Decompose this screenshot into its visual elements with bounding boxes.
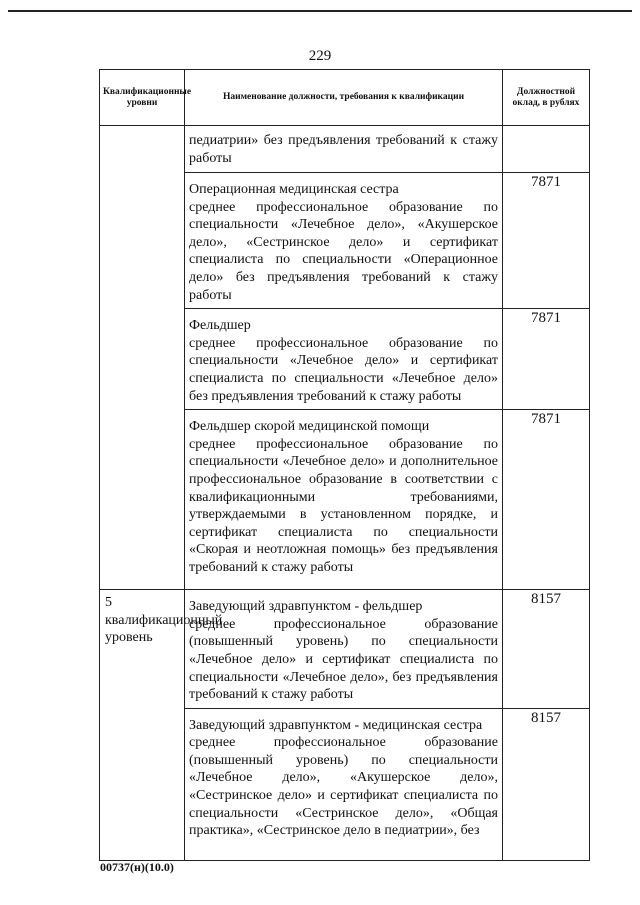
position-title: Заведующий здравпунктом - фельдшер (189, 599, 423, 615)
document-code: 00737(н)(10.0) (100, 860, 174, 874)
position-requirements: среднее профессиональное образование (повышенный уровень) по специальности «Лечебное дело», «Акушерское дело», «Сестринское дело» и сертификат специалиста по специальности «Сестринское дело», «Общая практика», «Сестринское дело в педиатрии», без (189, 735, 498, 839)
salary-cell: 7871 (503, 309, 590, 410)
position-requirements: среднее профессиональное образование по специальности «Лечебное дело» и дополнительное профессиональное образование в соответствии с квалификационными требованиями, утверждаемыми в установленном порядке, и сертификат специалиста по специальности «Скорая и неотложная помощь» без предъявления требований к стажу работы (189, 436, 498, 575)
salary-cell: 7871 (503, 173, 590, 309)
header-level: Квалификационные уровни (100, 70, 185, 126)
position-cell (185, 590, 503, 709)
qualification-table (99, 69, 590, 861)
position-cell (185, 173, 503, 309)
position-cell (185, 708, 503, 860)
position-title: Фельдшер (189, 318, 251, 334)
position-requirements: среднее профессиональное образование (повышенный уровень) по специальности «Лечебное дело» и сертификат специалиста по специальности «Лечебное дело», без предъявления требований к стажу работы (189, 616, 498, 703)
position-cell (185, 309, 503, 410)
header-position: Наименование должности, требования к квалификации (185, 70, 503, 126)
top-rule (8, 10, 632, 12)
position-title: Фельдшер скорой медицинской помощи (189, 419, 430, 435)
level-cell: 5 квалификационный уровень (100, 590, 185, 861)
table-row (100, 590, 590, 709)
page-number: 229 (308, 48, 332, 64)
level-cell (100, 126, 185, 590)
position-title: Операционная медицинская сестра (189, 182, 399, 197)
position-cell (185, 410, 503, 590)
position-cell (185, 126, 503, 173)
table-header-row (100, 70, 590, 126)
table-row (100, 126, 590, 173)
position-requirements: педиатрии» без предъявления требований к стажу работы (189, 133, 498, 166)
salary-cell: 8157 (503, 590, 590, 709)
position-title: Заведующий здравпунктом - медицинская сестра (189, 717, 483, 733)
position-requirements: среднее профессиональное образование по специальности «Лечебное дело» и сертификат специалиста по специальности «Лечебное дело» без предъявления требований к стажу работы (189, 335, 498, 404)
salary-cell (503, 126, 590, 173)
header-salary: Должностной оклад, в рублях (503, 70, 590, 126)
salary-cell: 7871 (503, 410, 590, 590)
position-requirements: среднее профессиональное образование по специальности «Лечебное дело», «Акушерское дело», «Сестринское дело» и сертификат специалиста по специальности «Операционное дело» без предъявления требований к стажу работы (189, 199, 498, 303)
salary-cell: 8157 (503, 708, 590, 860)
